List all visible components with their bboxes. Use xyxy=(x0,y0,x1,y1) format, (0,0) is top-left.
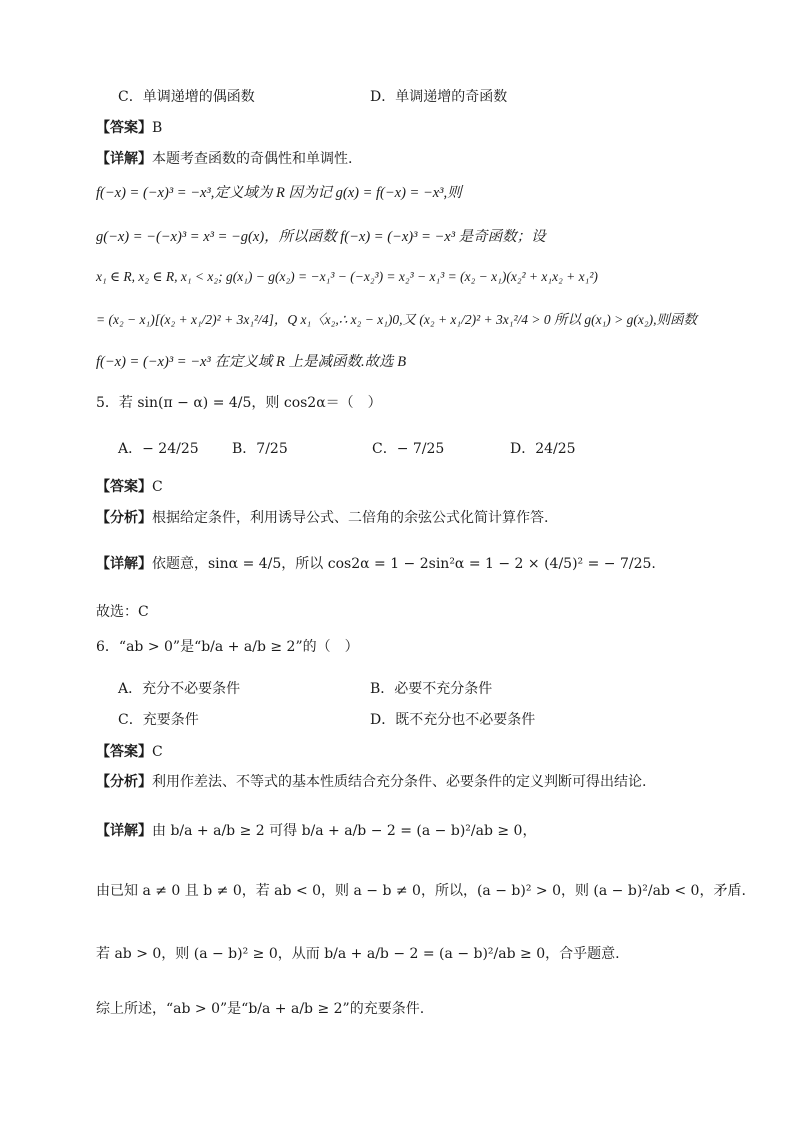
q4-detail-line1: f(−x) = (−x)³ = −x³,定义域为 R 因为记 g(x) = f(−x) = −x³,则 xyxy=(96,185,462,201)
q5-analysis-line xyxy=(96,509,548,527)
q5-stem: 5．若 sin(π − α) = 4/5，则 cos2α＝（ ） xyxy=(96,395,382,411)
q6-option-d: D．既不充分也不必要条件 xyxy=(370,712,536,728)
q4-detail-line5: f(−x) = (−x)³ = −x³ 在定义域 R 上是减函数.故选 B xyxy=(96,354,407,370)
q5-answer-line xyxy=(96,478,163,496)
detail-tag: 【详解】 xyxy=(96,556,152,572)
q6-analysis-line xyxy=(96,773,646,791)
q6-stem: 6．“ab > 0”是“b/a + a/b ≥ 2”的（ ） xyxy=(96,639,359,655)
q5-option-a: A．− 24/25 xyxy=(118,441,199,457)
q5-option-b: B．7/25 xyxy=(232,441,288,457)
q6-detail-line xyxy=(96,822,536,840)
detail-tag: 【详解】 xyxy=(96,151,152,167)
q4-option-d: D．单调递增的奇函数 xyxy=(370,89,508,105)
q4-detail-line xyxy=(96,150,352,168)
q6-para1: 由已知 a ≠ 0 且 b ≠ 0，若 ab < 0，则 a − b ≠ 0，所以，(a − b)² > 0，则 (a − b)²/ab < 0，矛盾. xyxy=(96,883,746,899)
answer-tag: 【答案】 xyxy=(96,479,152,495)
q5-option-c: C．− 7/25 xyxy=(372,441,445,457)
q6-option-b: B．必要不充分条件 xyxy=(370,681,493,697)
answer-tag: 【答案】 xyxy=(96,744,152,760)
q5-detail: 依题意，sinα = 4/5，所以 cos2α = 1 − 2sin²α = 1 − 2 × (4/5)² = − 7/25. xyxy=(152,556,656,572)
q4-answer-line xyxy=(96,119,162,137)
q4-detail-intro: 本题考查函数的奇偶性和单调性. xyxy=(152,151,353,167)
q6-para2: 若 ab > 0，则 (a − b)² ≥ 0，从而 b/a + a/b − 2 = (a − b)²/ab ≥ 0，合乎题意. xyxy=(96,946,620,962)
q6-option-a: A．充分不必要条件 xyxy=(118,681,241,697)
q6-answer-line xyxy=(96,743,163,761)
detail-tag: 【详解】 xyxy=(96,823,152,839)
q5-answer: C xyxy=(152,479,163,495)
q4-detail-line3: x₁ ∈ R, x₂ ∈ R, x₁ < x₂; g(x₁) − g(x₂) = −x₁³ − (−x₂³) = x₂³ − x₁³ = (x₂ − x₁)(x₂² + x₁x₂ + x₁²) xyxy=(96,269,598,284)
q6-para3: 综上所述，“ab > 0”是“b/a + a/b ≥ 2”的充要条件. xyxy=(96,1001,425,1017)
q4-answer: B xyxy=(152,120,163,136)
q4-detail-line2: g(−x) = −(−x)³ = x³ = −g(x)，所以函数 f(−x) = (−x)³ = −x³ 是奇函数；设 xyxy=(96,229,546,245)
analysis-tag: 【分析】 xyxy=(96,774,152,790)
q5-conclusion: 故选：C xyxy=(96,604,149,620)
answer-tag: 【答案】 xyxy=(96,120,152,136)
q4-detail-line4: = (x₂ − x₁)[(x₂ + x₁/2)² + 3x₁²/4]，Q x₁〈x₂,∴ x₂ − x₁)0,又 (x₂ + x₁/2)² + 3x₁²/4 > 0 所以 g(x₁) > g(x₂),则函数 xyxy=(96,312,697,327)
q4-option-c: C．单调递增的偶函数 xyxy=(118,89,255,105)
q6-detail: 由 b/a + a/b ≥ 2 可得 b/a + a/b − 2 = (a − b)²/ab ≥ 0， xyxy=(152,823,537,839)
q5-analysis: 根据给定条件，利用诱导公式、二倍角的余弦公式化简计算作答. xyxy=(152,510,549,526)
q6-answer: C xyxy=(152,744,163,760)
q6-analysis: 利用作差法、不等式的基本性质结合充分条件、必要条件的定义判断可得出结论. xyxy=(152,774,647,790)
q5-option-d: D．24/25 xyxy=(510,441,576,457)
q6-option-c: C．充要条件 xyxy=(118,712,199,728)
q5-detail-line xyxy=(96,555,656,573)
analysis-tag: 【分析】 xyxy=(96,510,152,526)
